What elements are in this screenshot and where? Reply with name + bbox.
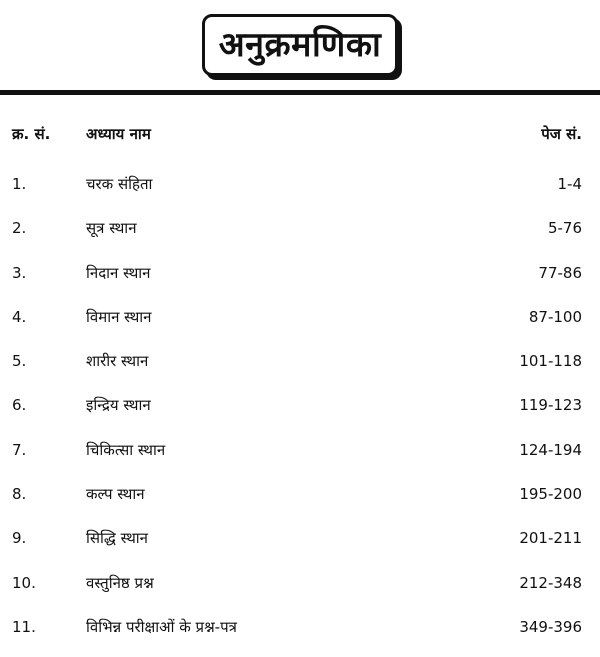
row-chapter-name: इन्द्रिय स्थान bbox=[86, 396, 151, 415]
row-chapter-name: विमान स्थान bbox=[86, 307, 152, 326]
row-serial-number: 6. bbox=[12, 396, 27, 415]
row-page-range: 101-118 bbox=[519, 352, 582, 371]
table-row bbox=[0, 259, 600, 303]
table-row bbox=[0, 170, 600, 214]
title-box bbox=[202, 14, 398, 76]
row-chapter-name: निदान स्थान bbox=[86, 263, 151, 282]
row-page-range: 1-4 bbox=[557, 175, 582, 193]
row-serial-number: 5. bbox=[12, 352, 27, 371]
row-chapter-name: विभिन्न परीक्षाओं के प्रश्न-पत्र bbox=[86, 617, 237, 636]
row-serial-number: 1. bbox=[12, 175, 27, 193]
row-serial-number: 2. bbox=[12, 219, 27, 238]
row-page-range: 124-194 bbox=[519, 440, 582, 459]
row-serial-number: 4. bbox=[12, 307, 27, 326]
table-row bbox=[0, 613, 600, 657]
row-chapter-name: चरक संहिता bbox=[86, 175, 153, 193]
row-page-range: 201-211 bbox=[519, 529, 582, 548]
row-serial-number: 7. bbox=[12, 440, 27, 459]
header-serial-number: क्र. सं. bbox=[12, 125, 51, 143]
row-page-range: 212-348 bbox=[519, 573, 582, 592]
row-serial-number: 10. bbox=[12, 573, 36, 592]
row-page-range: 5-76 bbox=[547, 219, 582, 238]
row-page-range: 195-200 bbox=[519, 485, 582, 504]
table-row bbox=[0, 569, 600, 613]
row-serial-number: 11. bbox=[12, 617, 36, 636]
table-row bbox=[0, 347, 600, 391]
row-chapter-name: सूत्र स्थान bbox=[86, 219, 137, 238]
table-row bbox=[0, 480, 600, 524]
row-chapter-name: चिकित्सा स्थान bbox=[86, 440, 166, 459]
header-chapter-name: अध्याय नाम bbox=[86, 125, 151, 143]
table-row bbox=[0, 436, 600, 480]
row-page-range: 77-86 bbox=[538, 263, 582, 282]
row-page-range: 349-396 bbox=[519, 617, 582, 636]
header-page-number: पेज सं. bbox=[541, 125, 582, 143]
row-chapter-name: शारीर स्थान bbox=[86, 352, 149, 371]
row-page-range: 87-100 bbox=[528, 307, 582, 326]
table-row bbox=[0, 214, 600, 258]
header-divider bbox=[0, 90, 600, 95]
table-row bbox=[0, 524, 600, 568]
table-row bbox=[0, 391, 600, 435]
row-chapter-name: सिद्धि स्थान bbox=[86, 529, 148, 548]
table-header bbox=[0, 124, 600, 154]
row-serial-number: 9. bbox=[12, 529, 27, 548]
page-title: अनुक्रमणिका bbox=[218, 25, 382, 65]
table-row bbox=[0, 303, 600, 347]
row-serial-number: 3. bbox=[12, 263, 27, 282]
contents-list bbox=[0, 170, 600, 657]
row-chapter-name: कल्प स्थान bbox=[86, 485, 145, 504]
row-chapter-name: वस्तुनिष्ठ प्रश्न bbox=[86, 573, 154, 592]
row-serial-number: 8. bbox=[12, 485, 27, 504]
row-page-range: 119-123 bbox=[519, 396, 582, 415]
